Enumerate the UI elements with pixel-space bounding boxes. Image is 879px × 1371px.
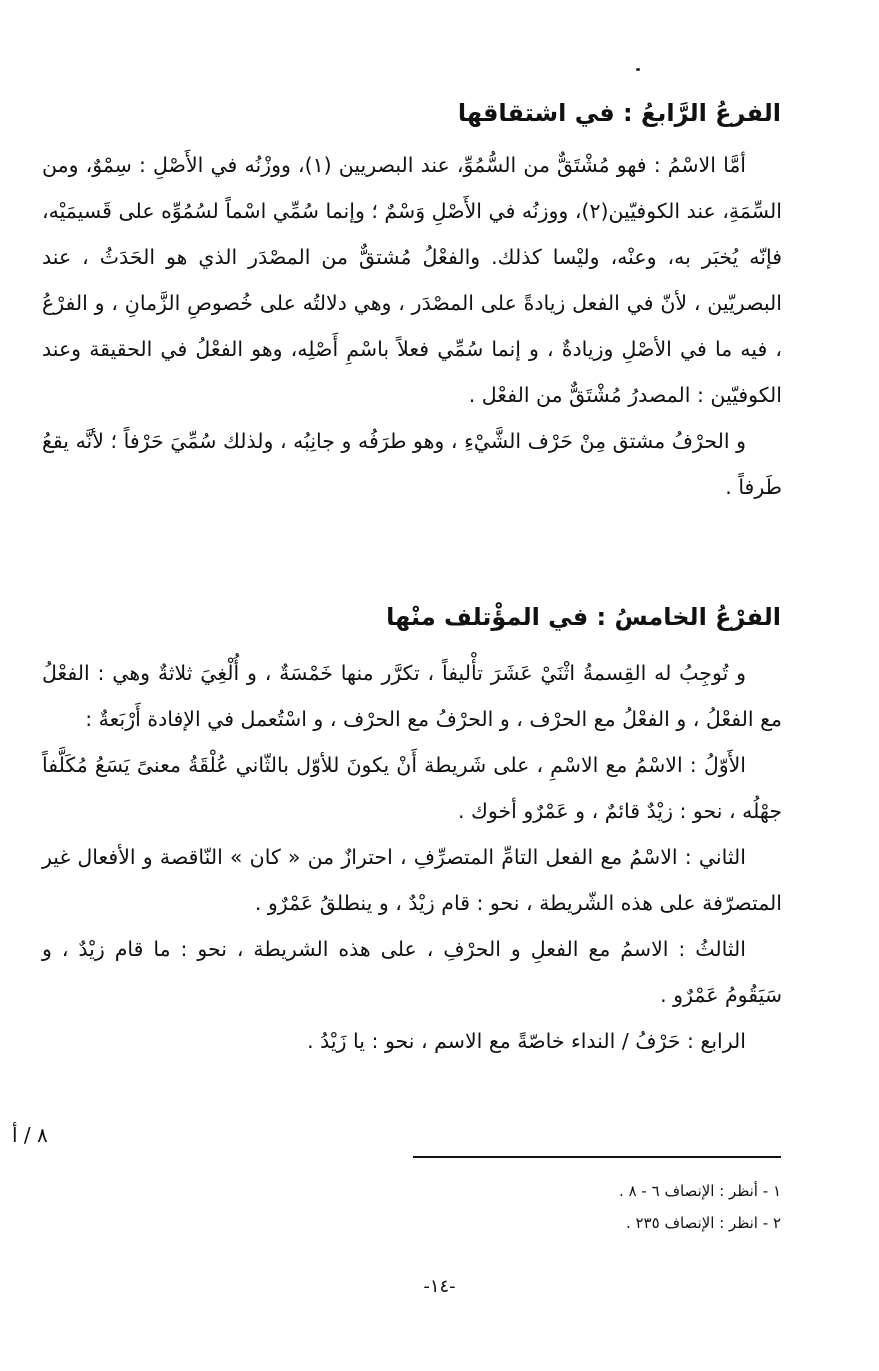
section-heading-derivation: الفرعُ الرَّابعُ : في اشتقاقها <box>457 99 781 127</box>
paragraph-first: الأَوّلُ : الاسْمُ مع الاسْمِ ، على شَريطة أَنْ يكونَ للأوّل بالثّاني عُلْقَةُ معنىً يَسَعُ مُكَلَّفاً جهْلُه ، نحو : زيْدٌ قائمٌ ، و عَمْرٌو أخوك . <box>42 753 782 823</box>
section-body-derivation <box>42 142 782 510</box>
section-heading-combinations: الفرْعُ الخامسُ : في المؤْتلف منْها <box>386 603 781 631</box>
footnote-2: ٢ - انظر : الإنصاف ٢٣٥ . <box>625 1214 781 1232</box>
footnote-separator <box>413 1156 781 1158</box>
page-number: -١٤- <box>423 1276 456 1297</box>
paragraph-noun-derivation: أمَّا الاسْمُ : فهو مُشْتَقٌّ من السُّمُوِّ، عند البصريين (١)، ووزْنُه في الأَصْلِ : سِمْوٌ، ومن السِّمَةِ، عند الكوفيّين(٢)، ووزنُه في الأَصْلِ وَسْمٌ ؛ وإنما سُمِّي اسْماً لسُمُوِّه على قَسيمَيْه، فإنّه يُخبَر به، وعنْه، وليْسا كذلك. والفعْلُ مُشتقٌّ من المصْدَر الذي هو الحَدَثُ ، عند البصريّين ، لأنّ في الفعل زيادةً على المصْدَر ، وهي دلالتُه على خُصوصِ الزَّمانِ ، و الفرْعُ ، فيه ما في الأصْلِ وزيادةٌ ، و إنما سُمِّي فعلاً باسْمِ أَصْلِه، وهو الفعْلُ في الحقيقة وعند الكوفيّين : المصدرُ مُشْتَقٌّ من الفعْل . <box>42 153 782 407</box>
folio-marker: ٨ / أ <box>12 1123 48 1147</box>
paragraph-fourth: الرابع : حَرْفُ / النداء خاصّةً مع الاسم ، نحو : يا زَيْدُ . <box>307 1029 746 1053</box>
print-speck <box>636 68 640 71</box>
paragraph-particle-derivation: و الحرْفُ مشتق مِنْ حَرْف الشَّيْءِ ، وهو طرَفُه و جانِبُه ، ولذلك سُمِّيَ حَرْفاً ؛ لأنَّه يقعُ طَرفاً . <box>42 429 782 499</box>
section-body-combinations <box>42 650 782 1064</box>
footnote-1: ١ - أنظر : الإنصاف ٦ - ٨ . <box>619 1182 781 1200</box>
paragraph-second: الثاني : الاسْمُ مع الفعل التامِّ المتصرِّفِ ، احترازٌ من « كان » النّاقصة و الأفعال غير المتصرّفة على هذه الشّريطة ، نحو : قام زيْدٌ ، و ينطلقُ عَمْرٌو . <box>42 845 782 915</box>
paragraph-division: و تُوجِبُ له القِسمةُ اثْنَيْ عَشَرَ تأْليفاً ، تكرَّر منها خَمْسَةٌ ، و أُلْغِيَ ثلاثةٌ وهي : الفعْلُ مع الفعْلُ ، و الفعْلُ مع الحرْف ، و الحرْفُ مع الحرْف ، و اسْتُعمل في الإفادة أَرْبَعةٌ : <box>42 661 782 731</box>
paragraph-third: الثالثُ : الاسمُ مع الفعلِ و الحرْفِ ، على هذه الشريطة ، نحو : ما قام زيْدٌ ، و سَيَقُومُ عَمْرٌو . <box>42 937 782 1007</box>
